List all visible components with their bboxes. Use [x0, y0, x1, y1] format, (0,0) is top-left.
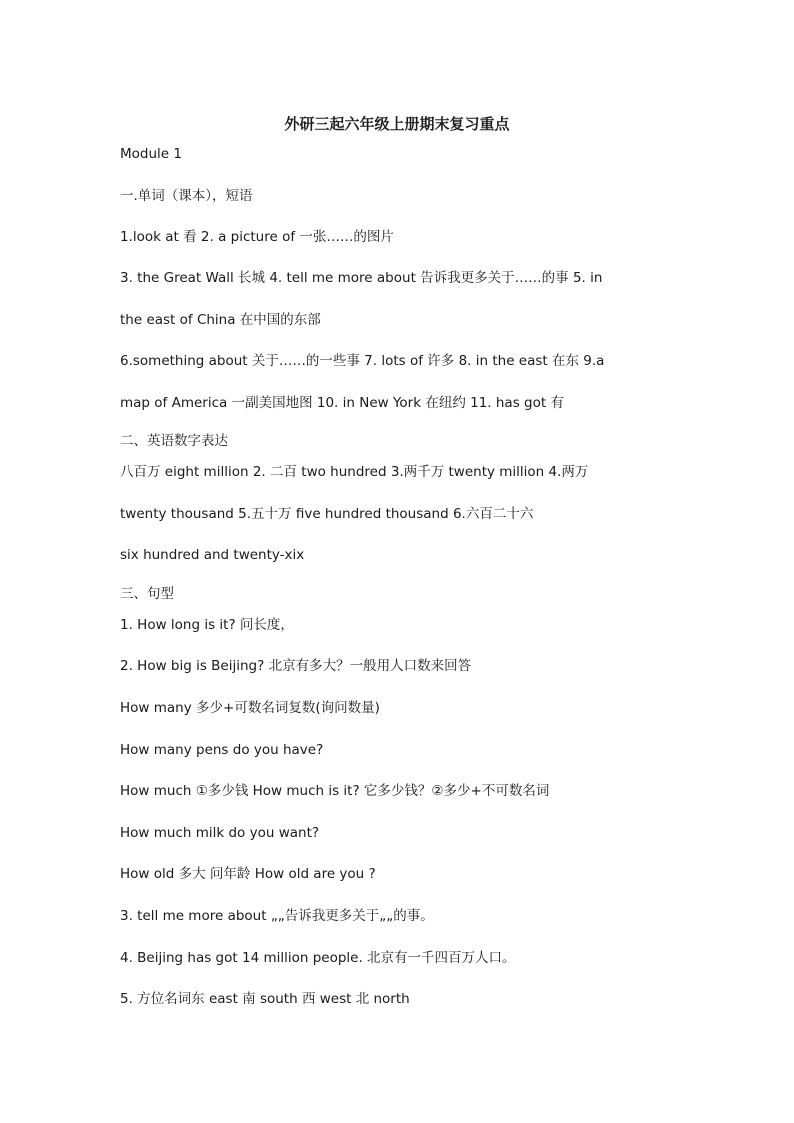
sentence-line: 5. 方位名词东 east 南 south 西 west 北 north — [120, 991, 410, 1007]
sentence-line: How old 多大 问年龄 How old are you ? — [120, 866, 376, 882]
numbers-line: six hundred and twenty-xix — [120, 547, 305, 563]
vocab-line: the east of China 在中国的东部 — [120, 312, 321, 328]
page-title: 外研三起六年级上册期末复习重点 — [284, 115, 510, 133]
sentence-line: How many pens do you have? — [120, 742, 324, 758]
sentence-line: How much milk do you want? — [120, 825, 320, 841]
module-heading: Module 1 — [120, 146, 182, 162]
vocab-line: map of America 一副美国地图 10. in New York 在纽约 11. has got 有 — [120, 395, 564, 411]
sentence-line: 4. Beijing has got 14 million people. 北京有一千四百万人口。 — [120, 950, 516, 966]
section-heading-numbers: 二、英语数字表达 — [120, 433, 228, 449]
sentence-line: 2. How big is Beijing? 北京有多大？一般用人口数来回答 — [120, 658, 472, 674]
sentence-line: How much ①多少钱 How much is it? 它多少钱？②多少+不可数名词 — [120, 783, 550, 799]
sentence-line: 3. tell me more about „„告诉我更多关于„„的事。 — [120, 908, 434, 924]
vocab-line: 3. the Great Wall 长城 4. tell me more about 告诉我更多关于……的事 5. in — [120, 270, 603, 286]
sentence-line: 1. How long is it? 问长度， — [120, 617, 294, 633]
vocab-line: 1.look at 看 2. a picture of 一张……的图片 — [120, 229, 394, 245]
vocab-line: 6.something about 关于……的一些事 7. lots of 许多 8. in the east 在东 9.a — [120, 353, 605, 369]
section-heading-sentences: 三、句型 — [120, 586, 174, 602]
sentence-line: How many 多少+可数名词复数(询问数量) — [120, 700, 380, 716]
numbers-line: 八百万 eight million 2. 二百 two hundred 3.两千万 twenty million 4.两万 — [120, 464, 589, 480]
section-heading-vocabulary: 一.单词（课本），短语 — [120, 188, 253, 204]
numbers-line: twenty thousand 5.五十万 five hundred thousand 6.六百二十六 — [120, 506, 534, 522]
